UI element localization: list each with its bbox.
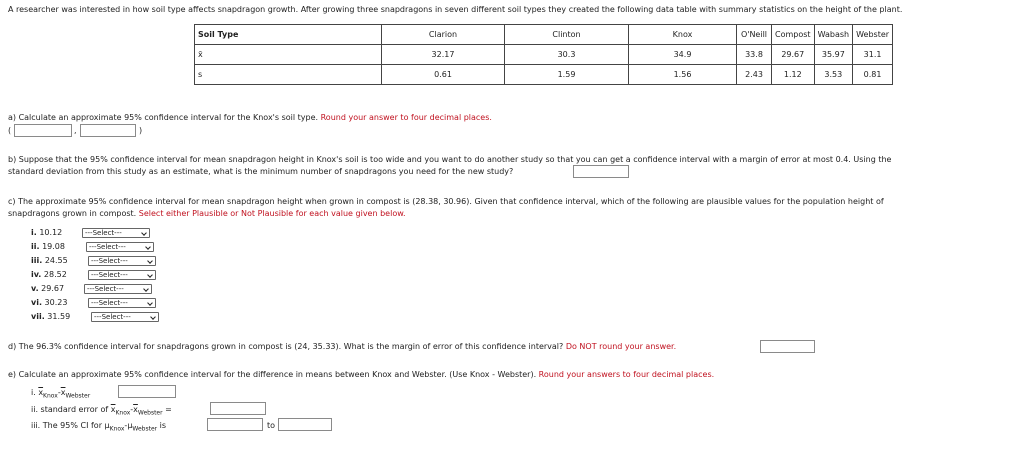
col-header: Knox <box>629 25 737 45</box>
ci-diff-label: iii. The 95% CI for $\mu_{Knox}-\mu_{Webster}$ is <box>31 421 167 433</box>
chevron-down-icon <box>147 272 153 278</box>
question-d-note: Do NOT round your answer. <box>565 342 677 351</box>
chevron-down-icon <box>147 300 153 306</box>
ci-diff-lower-input[interactable] <box>207 418 263 431</box>
plausible-select[interactable]: ---Select--- <box>82 228 150 238</box>
question-c-text: snapdragons grown in compost. <box>8 209 137 218</box>
comma: , <box>74 126 77 135</box>
table-cell: 3.53 <box>814 65 853 85</box>
plausible-select[interactable]: ---Select--- <box>88 270 156 280</box>
row-symbol-xbar: x̄ <box>195 45 382 65</box>
list-item: v. 29.67 <box>31 284 65 293</box>
list-item: vi. 30.23 <box>31 298 68 307</box>
table-cell: 0.81 <box>853 65 893 85</box>
summary-table <box>194 24 893 85</box>
knox-ci-upper-input[interactable] <box>80 124 136 137</box>
table-cell: 34.9 <box>629 45 737 65</box>
header-soil-type: Soil Type <box>195 25 382 45</box>
table-cell: 0.61 <box>382 65 505 85</box>
question-c-line2 <box>8 209 406 218</box>
list-item: i. 10.12 <box>31 228 63 237</box>
question-c-line1: c) The approximate 95% confidence interval for mean snapdragon height when grown in compost is (28.38, 30.96). Given that confidence interval, which of the following are plausible values for the population height of <box>8 197 884 206</box>
table-cell: 35.97 <box>814 45 853 65</box>
ci-diff-upper-input[interactable] <box>278 418 332 431</box>
table-row <box>195 45 893 65</box>
min-sample-size-input[interactable] <box>573 165 629 178</box>
list-item: iv. 28.52 <box>31 270 67 279</box>
margin-of-error-input[interactable] <box>760 340 815 353</box>
col-header: Webster <box>853 25 893 45</box>
question-e-note: Round your answers to four decimal places. <box>538 370 715 379</box>
list-item: iii. 24.55 <box>31 256 68 265</box>
question-a-text: a) Calculate an approximate 95% confidence interval for the Knox's soil type. <box>8 113 319 122</box>
question-c-note: Select either Plausible or Not Plausible for each value given below. <box>138 209 406 218</box>
table-cell: 1.12 <box>772 65 815 85</box>
std-error-input[interactable] <box>210 402 266 415</box>
table-cell: 30.3 <box>505 45 629 65</box>
question-b-line2: standard deviation from this study as an estimate, what is the minimum number of snapdragons you need for the new study? <box>8 167 514 176</box>
table-cell: 31.1 <box>853 45 893 65</box>
close-paren: ) <box>139 126 143 135</box>
plausible-select[interactable]: ---Select--- <box>84 284 152 294</box>
question-d <box>8 342 676 351</box>
chevron-down-icon <box>147 258 153 264</box>
open-paren: ( <box>8 126 12 135</box>
col-header: Compost <box>772 25 815 45</box>
list-item: ii. 19.08 <box>31 242 65 251</box>
table-header-row <box>195 25 893 45</box>
diff-means-input[interactable] <box>118 385 176 398</box>
question-a <box>8 113 492 122</box>
question-d-text: d) The 96.3% confidence interval for snapdragons grown in compost is (24, 35.33). What is the margin of error of this confidence interval? <box>8 342 564 351</box>
plausible-select[interactable]: ---Select--- <box>88 256 156 266</box>
table-row <box>195 65 893 85</box>
table-cell: 33.8 <box>737 45 772 65</box>
col-header: Clarion <box>382 25 505 45</box>
table-cell: 2.43 <box>737 65 772 85</box>
col-header: Wabash <box>814 25 853 45</box>
table-cell: 1.56 <box>629 65 737 85</box>
plausible-select[interactable]: ---Select--- <box>86 242 154 252</box>
intro-text: A researcher was interested in how soil type affects snapdragon growth. After growing three snapdragons in seven different soil types they created the following data table with summary statistics on the height of the plant. <box>8 5 903 14</box>
table-cell: 1.59 <box>505 65 629 85</box>
question-e <box>8 370 714 379</box>
knox-ci-lower-input[interactable] <box>14 124 72 137</box>
question-a-note: Round your answer to four decimal places. <box>320 113 492 122</box>
diff-means-label: i. $\overline{x}_{Knox}-\overline{x}_{Webster}$ <box>31 388 91 400</box>
question-b-line1: b) Suppose that the 95% confidence interval for mean snapdragon height in Knox's soil is too wide and you want to do another study so that you can get a confidence interval with a margin of error at most 0.4. Using the <box>8 155 892 164</box>
chevron-down-icon <box>141 230 147 236</box>
plausible-select[interactable]: ---Select--- <box>91 312 159 322</box>
chevron-down-icon <box>145 244 151 250</box>
col-header: Clinton <box>505 25 629 45</box>
row-symbol-s: s <box>195 65 382 85</box>
table-cell: 32.17 <box>382 45 505 65</box>
list-item: vii. 31.59 <box>31 312 71 321</box>
chevron-down-icon <box>150 314 156 320</box>
col-header: O'Neill <box>737 25 772 45</box>
plausible-select[interactable]: ---Select--- <box>88 298 156 308</box>
std-error-label: ii. standard error of $\overline{x}_{Knox}-\overline{x}_{Webster}$ = <box>31 405 172 417</box>
chevron-down-icon <box>143 286 149 292</box>
to-label: to <box>267 421 276 430</box>
question-e-text: e) Calculate an approximate 95% confidence interval for the difference in means between Knox and Webster. (Use Knox - Webster). <box>8 370 537 379</box>
table-cell: 29.67 <box>772 45 815 65</box>
